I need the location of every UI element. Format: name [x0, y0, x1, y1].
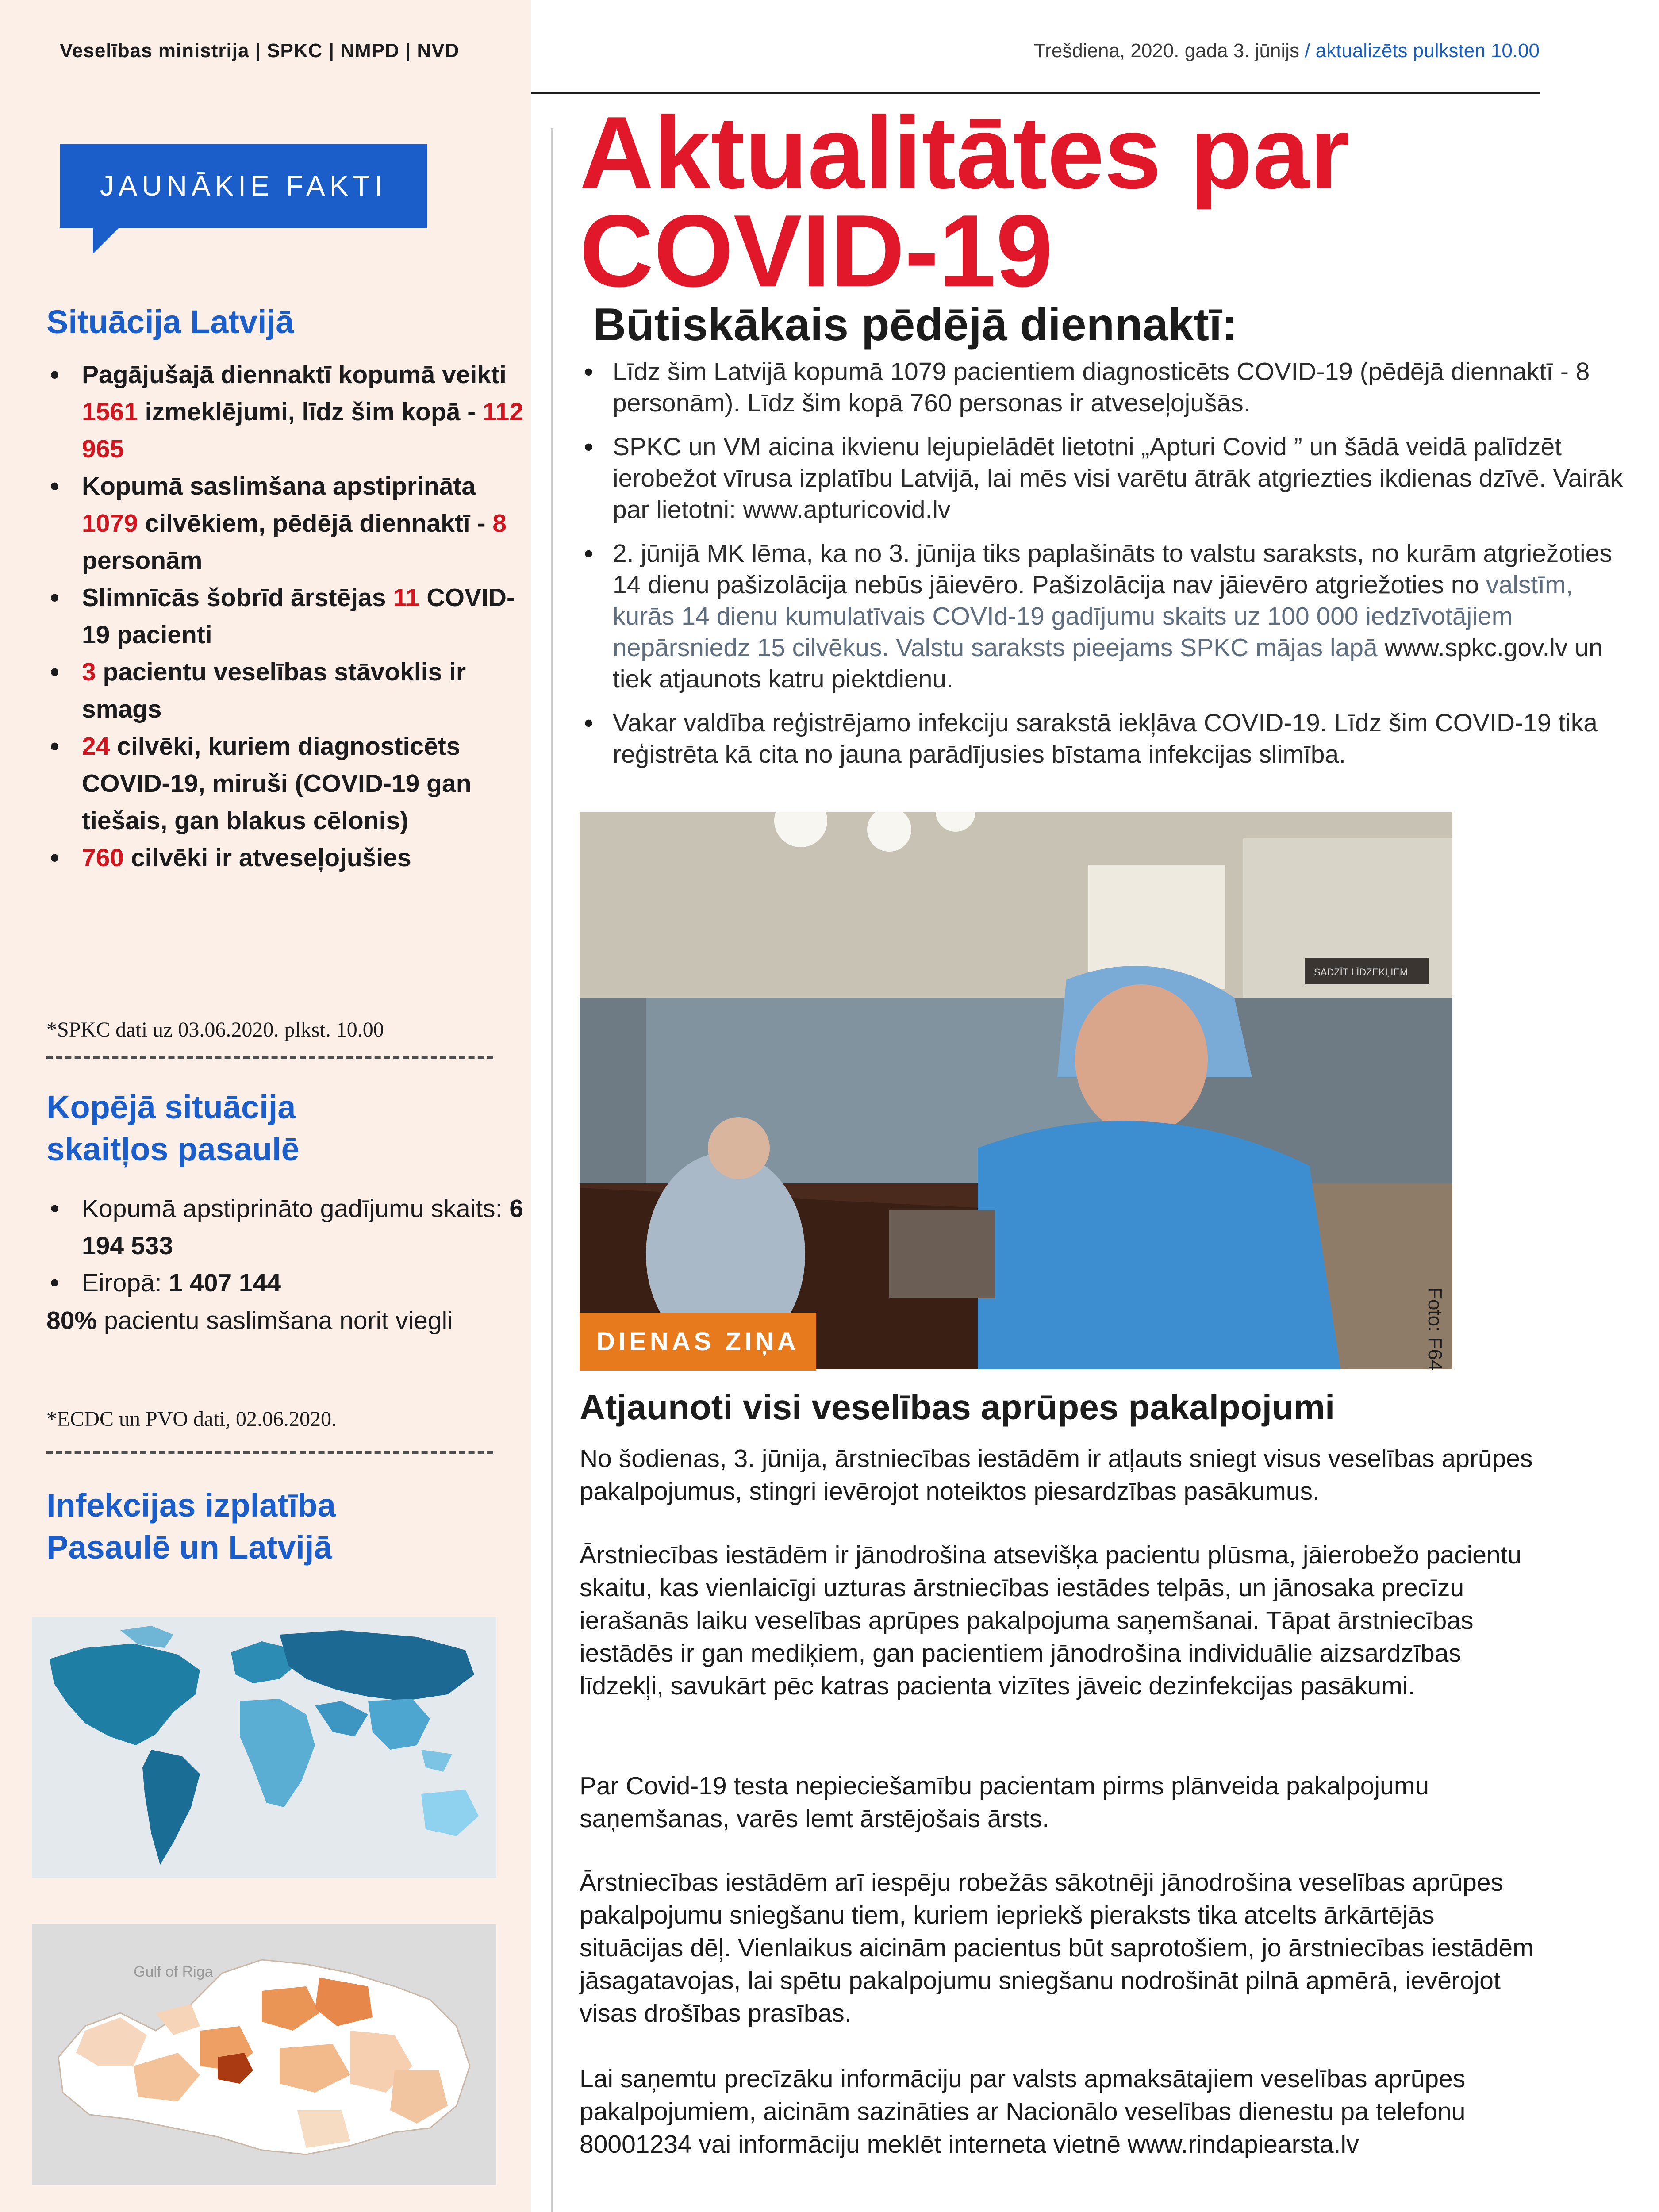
latvia-heading: Situācija Latvijā [46, 303, 294, 340]
updated-time: / aktualizēts pulksten 10.00 [1299, 40, 1540, 61]
dateline [1034, 40, 1540, 62]
list-item: • Vakar valdība reģistrējamo infekciju sarakstā iekļāva COVID-19. Līdz šim COVID-19 tika reģistrēta kā cita no jauna parādījusies bīstama infekcijas slimība. [613, 707, 1630, 770]
article-paragraph: Par Covid-19 testa nepieciešamību pacientam pirms plānveida pakalpojumu saņemšanas, varēs lemt ārstējošais ārsts. [580, 1772, 1429, 1833]
mild-cases-text: 80% pacientu saslimšana norit viegli [46, 1306, 453, 1335]
key-updates-list [580, 356, 1630, 783]
world-map [32, 1617, 496, 1878]
organizations: Veselības ministrija | SPKC | NMPD | NVD [60, 40, 460, 61]
dashed-divider [46, 1451, 493, 1454]
spread-heading: Infekcijas izplatība Pasaulē un Latvijā [46, 1487, 336, 1566]
world-heading: Kopējā situācija skaitļos pasaulē [46, 1089, 300, 1167]
list-item: • Kopumā saslimšana apstiprināta 1079 cilvēkiem, pēdējā diennaktī - 8 personām [82, 468, 529, 579]
latvia-map [32, 1924, 496, 2185]
article-paragraph: Lai saņemtu precīzāku informāciju par valsts apmaksātajiem veselības aprūpes pakalpojumiem, aicinām sazināties ar Nacionālo veselības dienestu pa telefonu 80001234 vai informāciju meklēt interneta vietnē www.rindapiearsta.lv [580, 2065, 1466, 2158]
photo-sign-text: SADZĪT LĪDZEKĻIEM [1314, 967, 1408, 978]
clinic-photo [580, 812, 1452, 1369]
latvia-facts-list [46, 356, 529, 876]
dashed-divider [46, 1056, 493, 1059]
list-item: • 2. jūnijā MK lēma, ka no 3. jūnija tiks paplašināts to valstu saraksts, no kurām atgriežoties 14 dienu pašizolācija nebūs jāievēro. Pašizolācija nav jāievēro atgriežoties no valstīm, kurās 14 dienu kumulatīvais COVId-19 gadījumu skaits uz 100 000 iedzīvotājiem nepārsniedz 15 cilvēkus. Valstu saraksts pieejams SPKC mājas lapā www.spkc.gov.lv un tiek atjaunots katru piektdienu. [613, 538, 1630, 695]
list-item: • Pagājušajā diennaktī kopumā veikti 1561 izmeklējumi, līdz šim kopā - 112 965 [82, 356, 529, 468]
page-title: Aktualitātes par COVID-19 [580, 96, 1350, 308]
article-paragraph: Ārstniecības iestādēm ir jānodrošina atsevišķa pacientu plūsma, jāierobežo pacientu skaitu, kas vienlaicīgi uzturas ārstniecības iestādes telpās, un jānosaka precīzu ierašanās laiku veselības aprūpes pakalpojuma saņemšanai. Tāpat ārstniecības iestādēs ir gan mediķiem, gan pacientiem jānodrošina individuālie aizsardzības līdzekļi, savukārt pēc katras pacienta vizītes jāveic dezinfekcijas pasākumi. [580, 1541, 1522, 1700]
photo-credit: Foto: F64 [1424, 1287, 1446, 1371]
article-paragraph: Ārstniecības iestādēm arī iespēju robežās sākotnēji jānodrošina veselības aprūpes pakalpojumu sniegšanu tiem, kuriem iepriekš pieraksts tika atcelts ārkārtējās situācijas dēļ. Vienlaikus aicinām pacientus būt saprotošiem, jo ārstniecības iestādēm jāsagatavojas, lai spētu pakalpojumu sniegšanu nodrošināt pilnā apmērā, ievērojot visas drošības prasības. [580, 1868, 1534, 2028]
subtitle: Būtiskākais pēdējā diennaktī: [593, 299, 1237, 350]
ecdc-source-note: *ECDC un PVO dati, 02.06.2020. [46, 1407, 337, 1431]
list-item: • Kopumā apstiprināto gadījumu skaits: 6 194 533 [82, 1190, 529, 1264]
list-item: • Slimnīcās šobrīd ārstējas 11 COVID-19 pacienti [82, 579, 529, 653]
world-facts-list [46, 1190, 529, 1302]
list-item: • Eiropā: 1 407 144 [82, 1264, 529, 1302]
daily-news-badge: DIENAS ZIŅA [580, 1313, 816, 1371]
list-item: • 760 cilvēki ir atveseļojušies [82, 839, 529, 876]
speech-bubble-tail-icon [93, 227, 120, 254]
article-paragraph: No šodienas, 3. jūnija, ārstniecības iestādēm ir atļauts sniegt visus veselības aprūpes pakalpojumus, stingri ievērojot noteiktos piesardzības pasākumus. [580, 1444, 1533, 1505]
header-rule [531, 92, 1540, 94]
article-headline: Atjaunoti visi veselības aprūpes pakalpojumi [580, 1387, 1335, 1427]
column-divider [551, 128, 553, 2212]
list-item: • Līdz šim Latvijā kopumā 1079 pacientiem diagnosticēts COVID-19 (pēdējā diennaktī - 8 personām). Līdz šim kopā 760 personas ir atveseļojušās. [613, 356, 1630, 419]
list-item: • 24 cilvēki, kuriem diagnosticēts COVID-19, miruši (COVID-19 gan tiešais, gan blakus cēlonis) [82, 728, 529, 839]
latest-facts-label: JAUNĀKIE FAKTI [60, 144, 427, 228]
date: Trešdiena, 2020. gada 3. jūnijs [1033, 40, 1299, 61]
gulf-of-riga-label: Gulf of Riga [134, 1963, 213, 1980]
spkc-source-note: *SPKC dati uz 03.06.2020. plkst. 10.00 [46, 1018, 384, 1041]
list-item: • 3 pacientu veselības stāvoklis ir smags [82, 653, 529, 728]
list-item: • SPKC un VM aicina ikvienu lejupielādēt lietotni „Apturi Covid ” un šādā veidā palīdzēt ierobežot vīrusa izplatību Latvijā, lai mēs visi varētu ātrāk atgriezties ikdienas dzīvē. Vairāk par lietotni: www.apturicovid.lv [613, 431, 1630, 526]
